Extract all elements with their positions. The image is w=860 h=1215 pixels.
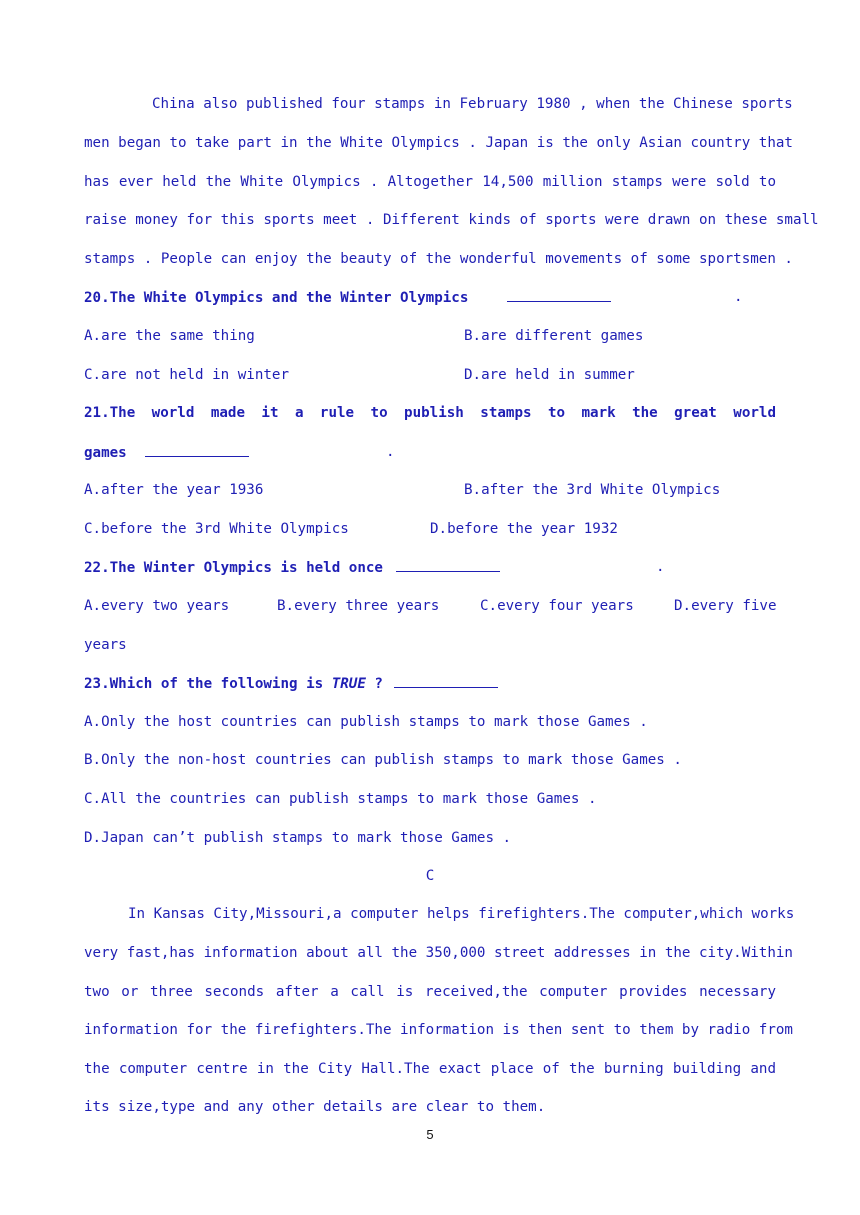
passage-c-line: very fast,has information about all the 350,000 street addresses in the city.Within (84, 945, 793, 961)
option-23-d: D.Japan can’t publish stamps to mark those Games . (84, 830, 512, 846)
option-22-a: A.every two years (84, 598, 230, 614)
question-20 (84, 287, 776, 308)
question-22-period: . (656, 559, 665, 575)
option-20-b: B.are different games (464, 328, 644, 344)
passage-line: has ever held the White Olympics . Altogether 14,500 million stamps were sold to (84, 174, 776, 190)
answer-blank-20[interactable] (507, 287, 611, 302)
passage-line: men began to take part in the White Olympics . Japan is the only Asian country that (84, 135, 793, 151)
option-22-b: B.every three years (277, 598, 440, 614)
option-23-a: A.Only the host countries can publish stamps to mark those Games . (84, 714, 648, 730)
passage-c-line: In Kansas City,Missouri,a computer helps firefighters.The computer,which works (128, 906, 795, 922)
option-20-a: A.are the same thing (84, 328, 255, 344)
option-21-d: D.before the year 1932 (430, 521, 618, 537)
question-21-stem-line2 (84, 442, 776, 463)
question-21-stem-cont: games (84, 445, 127, 461)
option-21-c: C.before the 3rd White Olympics (84, 521, 349, 537)
question-22-options-row (84, 596, 776, 616)
question-23-mark: ? (365, 676, 383, 692)
passage-line: raise money for this sports meet . Different kinds of sports were drawn on these small (84, 212, 819, 228)
option-22-d-wrap: years (84, 637, 127, 653)
section-heading: C (425, 868, 435, 884)
question-22 (84, 557, 776, 578)
question-20-period: . (734, 289, 743, 305)
question-20-stem: 20.The White Olympics and the Winter Olympics (84, 290, 469, 306)
question-23 (84, 673, 776, 694)
passage-line: China also published four stamps in February 1980 , when the Chinese sports (152, 96, 793, 112)
passage-c-line: its size,type and any other details are clear to them. (84, 1099, 546, 1115)
option-23-c: C.All the countries can publish stamps to mark those Games . (84, 791, 597, 807)
option-20-d: D.are held in summer (464, 367, 635, 383)
option-22-c: C.every four years (480, 598, 634, 614)
page-number: 5 (426, 1127, 434, 1142)
question-23-stem: 23.Which of the following is (84, 676, 324, 692)
passage-c-line: information for the firefighters.The information is then sent to them by radio from (84, 1022, 793, 1038)
option-22-d: D.every five (674, 598, 777, 614)
question-23-emphasis: TRUE (331, 676, 366, 692)
question-21-stem-line1: 21.The world made it a rule to publish stamps to mark the great world (84, 405, 776, 421)
passage-c-line: the computer centre in the City Hall.The exact place of the burning building and (84, 1061, 776, 1077)
option-21-b: B.after the 3rd White Olympics (464, 482, 721, 498)
passage-c-line: two or three seconds after a call is received,the computer provides necessary (84, 984, 776, 1000)
answer-blank-21[interactable] (145, 442, 249, 457)
question-22-stem: 22.The Winter Olympics is held once (84, 560, 383, 576)
option-23-b: B.Only the non-host countries can publish stamps to mark those Games . (84, 752, 682, 768)
option-21-a: A.after the year 1936 (84, 482, 264, 498)
question-20-options-row1 (84, 326, 776, 346)
question-21-period: . (386, 444, 395, 460)
question-21-options-row1 (84, 480, 776, 500)
answer-blank-22[interactable] (396, 557, 500, 572)
question-20-options-row2 (84, 365, 776, 385)
answer-blank-23[interactable] (394, 673, 498, 688)
option-20-c: C.are not held in winter (84, 367, 289, 383)
question-21-options-row2 (84, 519, 776, 539)
passage-line: stamps . People can enjoy the beauty of the wonderful movements of some sportsmen . (84, 251, 793, 267)
